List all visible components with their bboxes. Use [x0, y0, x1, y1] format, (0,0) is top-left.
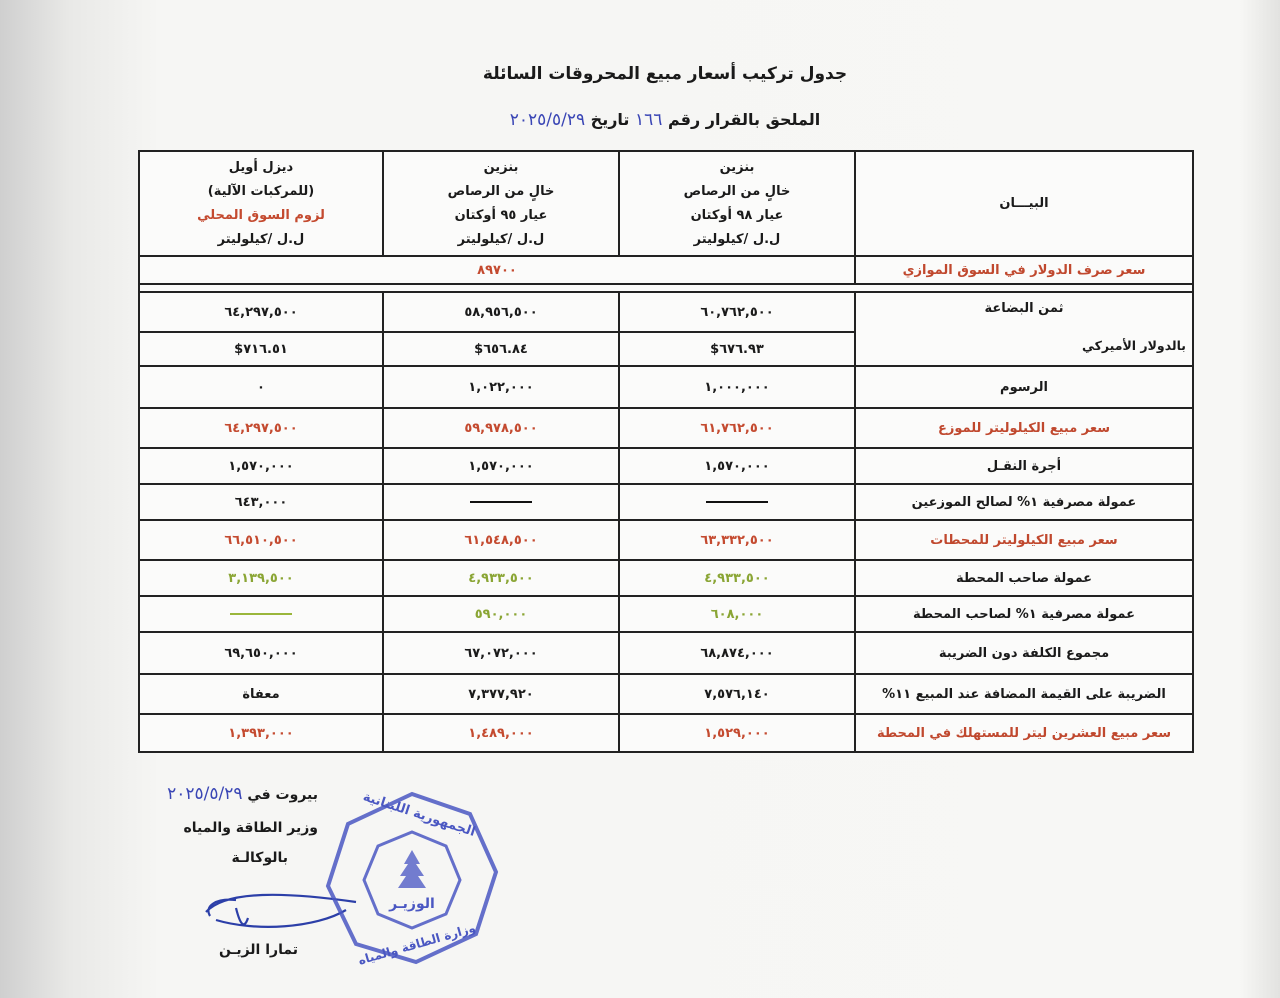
header-petrol-95 — [383, 151, 619, 256]
station-owner-commission-98: ٤,٩٣٣,٥٠٠ — [619, 560, 855, 596]
fees-label: الرسوم — [855, 366, 1193, 408]
petrol-95-octane: عيار ٩٥ أوكتان — [454, 207, 548, 223]
station-price-98: ٦٣,٣٣٢,٥٠٠ — [619, 520, 855, 560]
station-price-diesel: ٦٦,٥١٠,٥٠٠ — [139, 520, 383, 560]
usd-price-98: ٦٧٦.٩٣$ — [619, 332, 855, 366]
consumer-price-diesel: ١,٣٩٣,٠٠٠ — [139, 714, 383, 752]
petrol-98-unit: ل.ل /كيلوليتر — [693, 231, 781, 247]
decision-number: ١٦٦ — [635, 110, 663, 130]
petrol-95-unit: ل.ل /كيلوليتر — [457, 231, 545, 247]
goods-price-label-cell — [855, 292, 1193, 366]
table-row — [139, 674, 1193, 714]
fees-98: ١,٠٠٠,٠٠٠ — [619, 366, 855, 408]
vat-label: الضريبة على القيمة المضافة عند المبيع ١١% — [855, 674, 1193, 714]
stamp-bottom-text: وزارة الطاقة والمياه — [356, 920, 478, 968]
goods-price-95: ٥٨,٩٥٦,٥٠٠ — [383, 292, 619, 332]
exchange-rate-label: سعر صرف الدولار في السوق الموازي — [855, 256, 1193, 284]
distributor-price-95: ٥٩,٩٧٨,٥٠٠ — [383, 408, 619, 448]
signature-date: ٢٠٢٥/٥/٢٩ — [167, 784, 243, 804]
minister-name: تمارا الزيـن — [218, 942, 298, 958]
table-row — [139, 366, 1193, 408]
petrol-98-type: خالٍ من الرصاص — [683, 183, 791, 199]
signature-place: بيروت في — [247, 787, 318, 803]
station-bank-commission-98: ٦٠٨,٠٠٠ — [619, 596, 855, 632]
table-spacer — [139, 284, 1193, 292]
cedar-icon — [398, 850, 426, 888]
header-diesel — [139, 151, 383, 256]
table-row — [139, 408, 1193, 448]
diesel-type: (للمركبات الآلية) — [207, 183, 315, 199]
station-price-95: ٦١,٥٤٨,٥٠٠ — [383, 520, 619, 560]
distributor-commission-95 — [383, 484, 619, 520]
stamp-center-text: الوزيـر — [389, 896, 435, 912]
station-bank-commission-95: ٥٩٠,٠٠٠ — [383, 596, 619, 632]
station-owner-commission-95: ٤,٩٣٣,٥٠٠ — [383, 560, 619, 596]
subtitle-prefix: الملحق بالقرار رقم — [668, 110, 821, 129]
official-stamp — [322, 788, 502, 968]
goods-price-label: ثمن البضاعة — [984, 301, 1064, 316]
header-label-cell: البيـــان — [855, 151, 1193, 256]
consumer-price-95: ١,٤٨٩,٠٠٠ — [383, 714, 619, 752]
vat-95: ٧,٣٧٧,٩٢٠ — [383, 674, 619, 714]
acting-label: بالوكالـة — [231, 850, 288, 866]
table-row — [139, 632, 1193, 674]
usd-price-95: ٦٥٦.٨٤$ — [383, 332, 619, 366]
usd-price-diesel: ٧١٦.٥١$ — [139, 332, 383, 366]
goods-price-98: ٦٠,٧٦٢,٥٠٠ — [619, 292, 855, 332]
petrol-98-octane: عيار ٩٨ أوكتان — [690, 207, 784, 223]
vat-diesel: معفاة — [139, 674, 383, 714]
distributor-price-98: ٦١,٧٦٢,٥٠٠ — [619, 408, 855, 448]
document-title: جدول تركيب أسعار مبيع المحروقات السائلة — [482, 64, 848, 84]
distributor-price-diesel: ٦٤,٢٩٧,٥٠٠ — [139, 408, 383, 448]
header-petrol-98 — [619, 151, 855, 256]
distributor-commission-98 — [619, 484, 855, 520]
exchange-rate-row — [139, 256, 1193, 284]
table-row — [139, 714, 1193, 752]
table-row — [139, 560, 1193, 596]
table-row — [139, 596, 1193, 632]
total-cost-label: مجموع الكلفة دون الضريبة — [855, 632, 1193, 674]
stamp-outer-text: الجمهورية اللبنانية — [361, 789, 478, 840]
consumer-price-label: سعر مبيع العشرين ليتر للمستهلك في المحطة — [855, 714, 1193, 752]
exchange-rate-value: ٨٩٧٠٠ — [139, 256, 855, 284]
total-cost-95: ٦٧,٠٧٢,٠٠٠ — [383, 632, 619, 674]
table-header-row — [139, 151, 1193, 256]
table-row — [139, 484, 1193, 520]
fees-95: ١,٠٢٢,٠٠٠ — [383, 366, 619, 408]
petrol-98-name: بنزين — [719, 159, 755, 175]
transport-label: أجرة النقـل — [855, 448, 1193, 484]
consumer-price-98: ١,٥٢٩,٠٠٠ — [619, 714, 855, 752]
diesel-market: لزوم السوق المحلي — [197, 207, 325, 223]
minister-title: وزير الطاقة والمياه — [183, 820, 318, 836]
goods-price-diesel: ٦٤,٢٩٧,٥٠٠ — [139, 292, 383, 332]
transport-95: ١,٥٧٠,٠٠٠ — [383, 448, 619, 484]
total-cost-98: ٦٨,٨٧٤,٠٠٠ — [619, 632, 855, 674]
distributor-commission-diesel: ٦٤٣,٠٠٠ — [139, 484, 383, 520]
empty-dash — [470, 501, 532, 503]
table-row — [139, 448, 1193, 484]
fees-diesel: ٠ — [139, 366, 383, 408]
station-owner-commission-label: عمولة صاحب المحطة — [855, 560, 1193, 596]
station-owner-commission-diesel: ٣,١٣٩,٥٠٠ — [139, 560, 383, 596]
station-bank-commission-label: عمولة مصرفية ١% لصاحب المحطة — [855, 596, 1193, 632]
date-label: تاريخ — [590, 110, 630, 129]
station-price-label: سعر مبيع الكيلوليتر للمحطات — [855, 520, 1193, 560]
diesel-name: ديزل أويل — [228, 159, 294, 175]
table-row — [139, 292, 1193, 332]
transport-98: ١,٥٧٠,٠٠٠ — [619, 448, 855, 484]
transport-diesel: ١,٥٧٠,٠٠٠ — [139, 448, 383, 484]
station-bank-commission-diesel — [139, 596, 383, 632]
document-subtitle — [430, 110, 900, 130]
empty-dash — [230, 613, 292, 615]
table-row — [139, 520, 1193, 560]
petrol-95-type: خالٍ من الرصاص — [447, 183, 555, 199]
decision-date: ٢٠٢٥/٥/٢٩ — [509, 110, 586, 130]
vat-98: ٧,٥٧٦,١٤٠ — [619, 674, 855, 714]
distributor-commission-label: عمولة مصرفية ١% لصالح الموزعين — [855, 484, 1193, 520]
distributor-price-label: سعر مبيع الكيلوليتر للموزع — [855, 408, 1193, 448]
signature-place-date — [167, 784, 318, 804]
empty-dash — [706, 501, 768, 503]
usd-label: بالدولار الأميركي — [1081, 338, 1186, 353]
total-cost-diesel: ٦٩,٦٥٠,٠٠٠ — [139, 632, 383, 674]
diesel-unit: ل.ل /كيلوليتر — [217, 231, 305, 247]
petrol-95-name: بنزين — [483, 159, 519, 175]
price-table — [138, 150, 1194, 753]
